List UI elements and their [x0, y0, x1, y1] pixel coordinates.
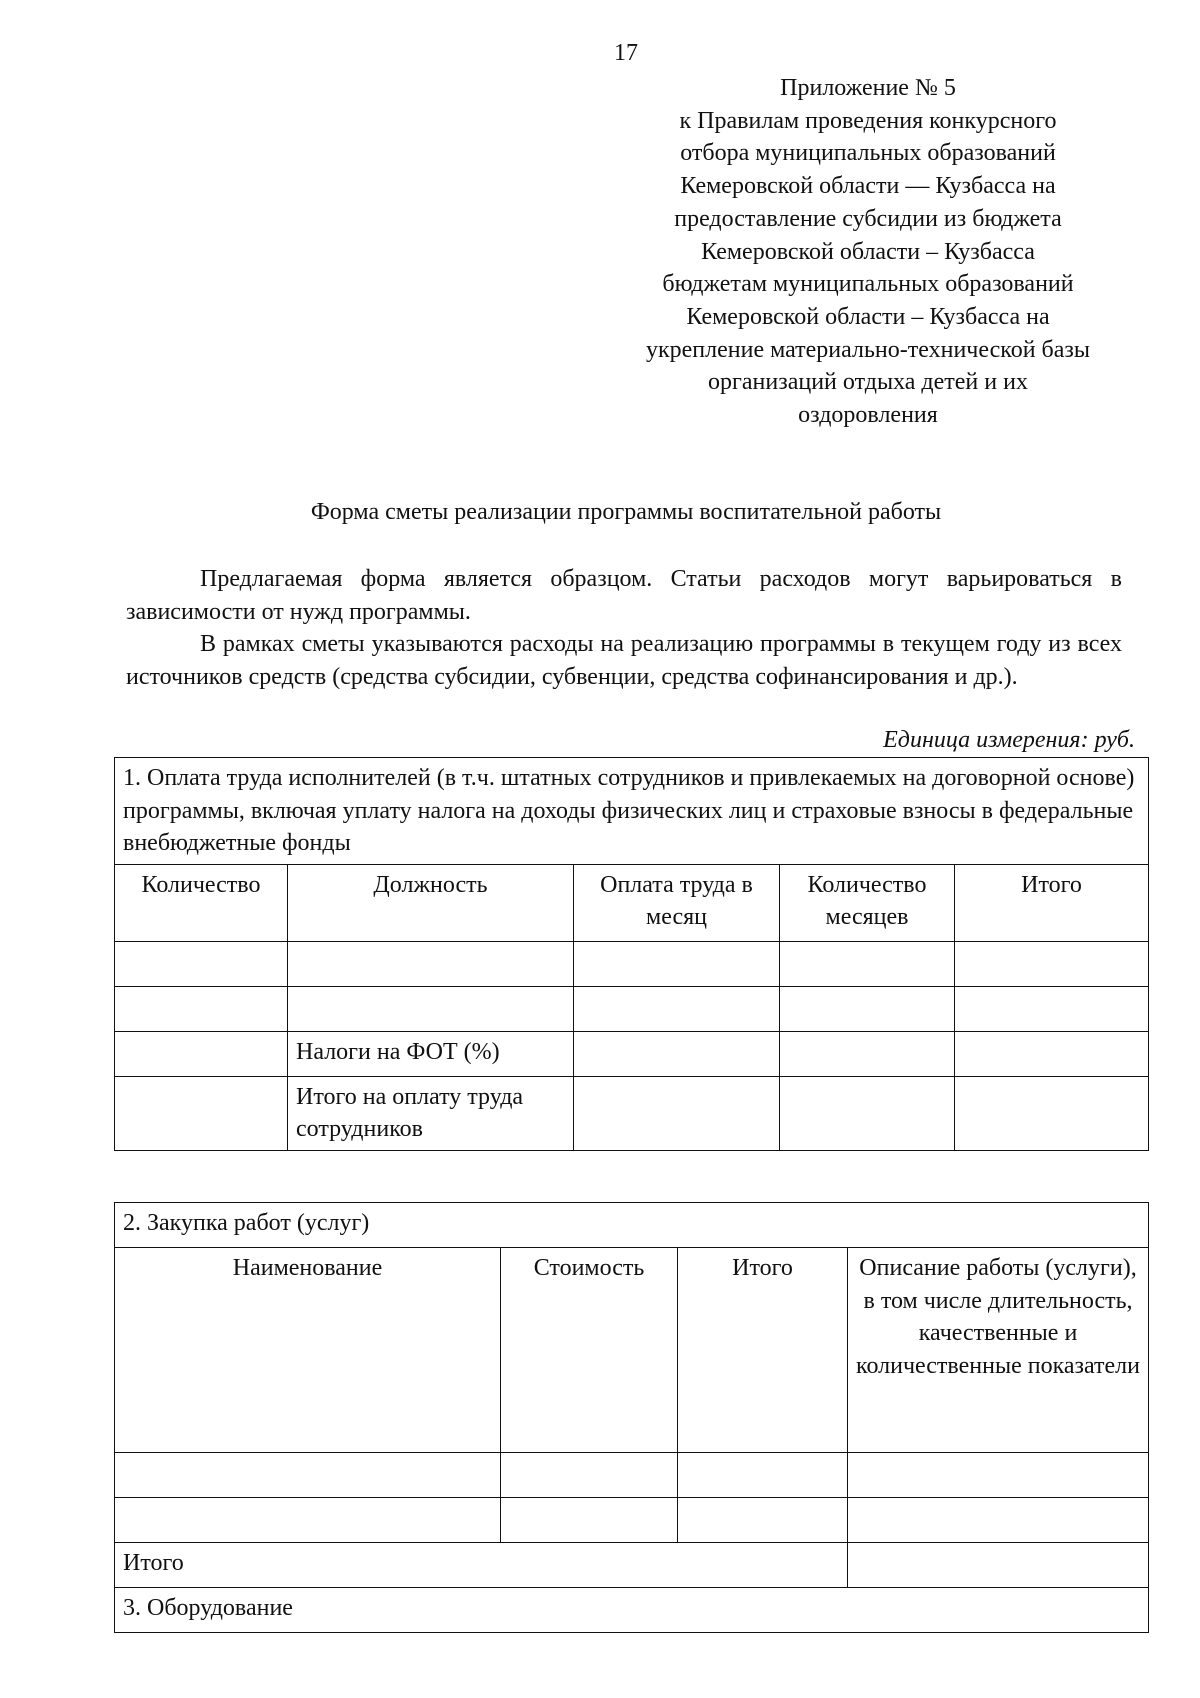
purchases-total-label: Итого [115, 1543, 848, 1588]
header-months: Количество месяцев [780, 864, 955, 941]
taxes-label: Налоги на ФОТ (%) [288, 1031, 574, 1076]
table-cell[interactable] [678, 1453, 848, 1498]
table-row [115, 1498, 1149, 1543]
intro-paragraph: В рамках сметы указываются расходы на реализацию программы в текущем году из всех источников средств (средства субсидии, субвенции, средства софинансирования и др.). [126, 631, 1122, 690]
table-row [115, 941, 1149, 986]
table-cell[interactable] [955, 941, 1149, 986]
table-cell[interactable] [115, 1453, 501, 1498]
appendix-line: отбора муниципальных образований [680, 140, 1056, 167]
table-cell[interactable] [115, 1498, 501, 1543]
appendix-line: оздоровления [798, 402, 938, 429]
table-cell[interactable] [848, 1453, 1149, 1498]
table-cell[interactable] [574, 1031, 780, 1076]
table-row [115, 1453, 1149, 1498]
table-cell[interactable] [115, 1076, 288, 1150]
form-title: Форма сметы реализации программы воспитательной работы [310, 499, 942, 525]
appendix-line: предоставление субсидии из бюджета [674, 205, 1062, 232]
page-number: 17 [614, 40, 638, 66]
header-name: Наименование [115, 1248, 501, 1453]
appendix-line: укрепление материально-технической базы [645, 336, 1091, 363]
table-cell[interactable] [848, 1543, 1149, 1588]
appendix-line: к Правилам проведения конкурсного [679, 107, 1057, 134]
header-position: Должность [288, 864, 574, 941]
header-cost: Стоимость [501, 1248, 678, 1453]
table-cell[interactable] [780, 1076, 955, 1150]
taxes-row [115, 1031, 1149, 1076]
section3-title: 3. Оборудование [115, 1588, 1149, 1633]
table-cell[interactable] [574, 941, 780, 986]
header-description: Описание работы (услуги), в том числе длительность, качественные и количественные показатели [848, 1248, 1149, 1453]
table-cell[interactable] [955, 1076, 1149, 1150]
appendix-header [603, 72, 1133, 432]
appendix-line: Кемеровской области – Кузбасса [701, 238, 1035, 265]
section1-title: 1. Оплата труда исполнителей (в т.ч. штатных сотрудников и привлекаемых на договорной основе) программы, включая уплату налога на доходы физических лиц и страховые взносы в федеральные внебюджетные фонды [115, 758, 1149, 865]
salary-table [114, 757, 1149, 1151]
appendix-line: Приложение № 5 [780, 75, 956, 101]
header-total: Итого [955, 864, 1149, 941]
table-cell[interactable] [501, 1498, 678, 1543]
table-row [115, 986, 1149, 1031]
table-cell[interactable] [574, 1076, 780, 1150]
table-cell[interactable] [115, 986, 288, 1031]
table-cell[interactable] [678, 1498, 848, 1543]
appendix-line: организаций отдыха детей и их [708, 369, 1028, 396]
purchases-table [114, 1202, 1149, 1633]
salary-total-row [115, 1076, 1149, 1150]
table-cell[interactable] [501, 1453, 678, 1498]
unit-of-measure: Единица измерения: руб. [883, 727, 1135, 753]
appendix-line: бюджетам муниципальных образований [662, 271, 1074, 298]
header-total: Итого [678, 1248, 848, 1453]
table-cell[interactable] [288, 941, 574, 986]
intro-paragraph: Предлагаемая форма является образцом. Статьи расходов могут варьироваться в зависимости от нужд программы. [126, 566, 1122, 625]
appendix-line: Кемеровской области — Кузбасса на [680, 173, 1056, 200]
table-cell[interactable] [780, 986, 955, 1031]
salary-total-label: Итого на оплату труда сотрудников [288, 1076, 574, 1150]
table-cell[interactable] [780, 941, 955, 986]
header-quantity: Количество [115, 864, 288, 941]
appendix-line: Кемеровской области – Кузбасса на [686, 303, 1050, 330]
section2-title: 2. Закупка работ (услуг) [115, 1203, 1149, 1248]
table-cell[interactable] [955, 986, 1149, 1031]
table-cell[interactable] [115, 941, 288, 986]
table-cell[interactable] [780, 1031, 955, 1076]
table-cell[interactable] [115, 1031, 288, 1076]
table-cell[interactable] [574, 986, 780, 1031]
table-cell[interactable] [288, 986, 574, 1031]
table-cell[interactable] [848, 1498, 1149, 1543]
purchases-total-row [115, 1543, 1149, 1588]
header-monthly-pay: Оплата труда в месяц [574, 864, 780, 941]
table-cell[interactable] [955, 1031, 1149, 1076]
